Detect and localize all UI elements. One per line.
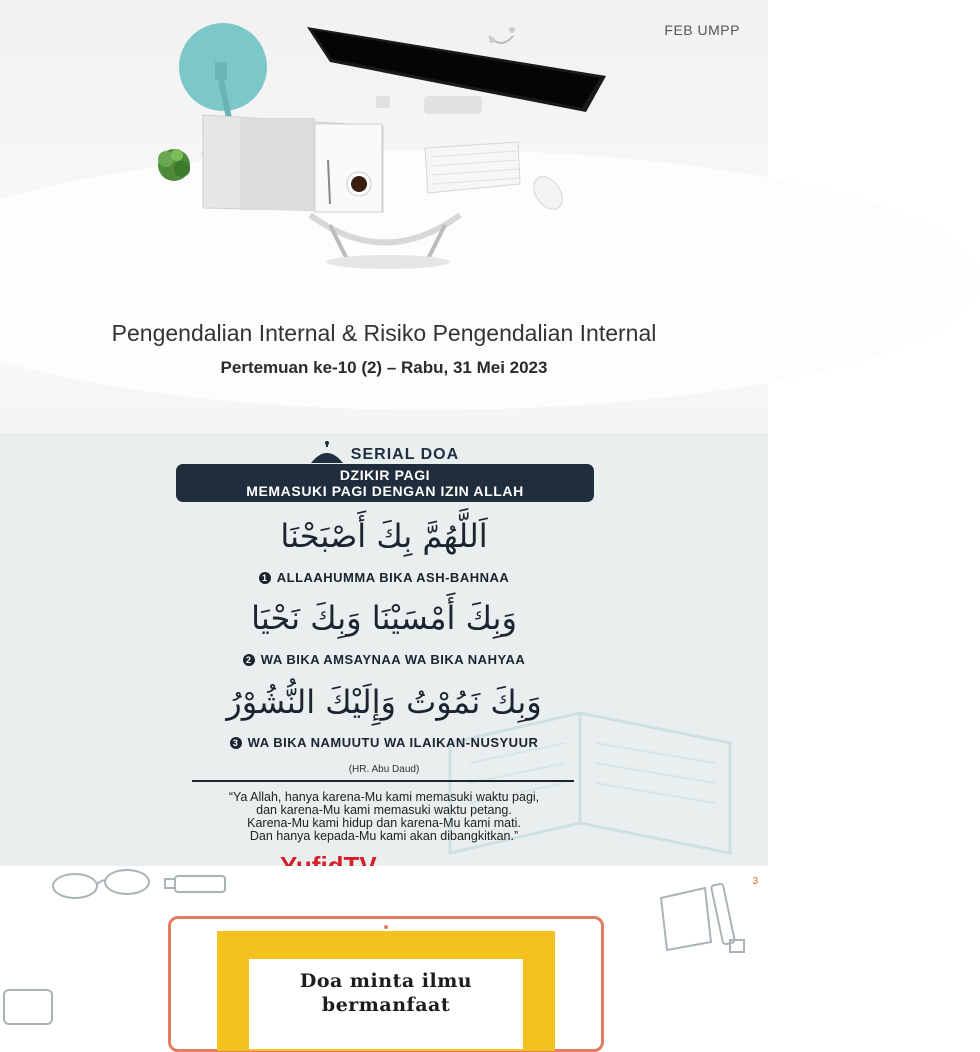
latin-text: ALLAAHUMMA BIKA ASH-BAHNAA [276,570,510,585]
notes-pen-icon [655,880,755,960]
doa-slide [0,433,768,866]
camera-dot [384,925,388,929]
slide-title: Pengendalian Internal & Risiko Pengendalian Internal [111,320,657,346]
card-line-1: Doa minta ilmu [299,970,473,992]
title-slide [0,0,768,433]
series-heading [0,441,768,464]
series-label: SERIAL DOA [350,446,460,463]
arabic-line-2: وَبِكَ أَمْسَيْنَا وَبِكَ نَحْيَا [251,599,517,637]
arabic-line-3: وَبِكَ نَمُوْتُ وَإِلَيْكَ النُّشُوْرُ [226,683,542,721]
mosque-icon [309,441,345,463]
device-sketch-icon [0,984,60,1024]
desk-illustration [0,0,768,300]
doa-ilmu-slide [0,866,768,1024]
card-line-2: bermanfaat [321,994,451,1016]
arabic-line-1: اَللَّهُمَّ بِكَ أَصْبَحْنَا [280,517,488,555]
banner-line-1: DZIKIR PAGI [339,467,431,483]
latin-line-2 [0,652,768,667]
title-card [249,959,523,1049]
translation-line: Dan hanya kepada-Mu kami akan dibangkitkan.” [249,829,519,843]
glasses-icon [45,868,245,908]
title-banner [176,464,594,502]
translation [0,791,768,843]
divider [192,780,574,782]
number-badge: 3 [230,737,242,749]
page-number: 3 [752,876,758,887]
latin-line-1 [0,570,768,585]
card-text [249,969,523,1017]
banner-line-2: MEMASUKI PAGI DENGAN IZIN ALLAH [246,483,524,499]
hadith-source: (HR. Abu Daud) [348,764,420,775]
brand-label: FEB UMPP [664,22,740,38]
slide-subtitle: Pertemuan ke-10 (2) – Rabu, 31 Mei 2023 [220,358,548,377]
translation-line: dan karena-Mu kami memasuki waktu petang. [256,803,512,817]
latin-text: WA BIKA AMSAYNAA WA BIKA NAHYAA [260,652,526,667]
yufid-logo [280,853,377,866]
number-badge: 1 [259,572,271,584]
latin-line-3 [0,735,768,750]
yellow-panel [217,931,555,1051]
translation-line: “Ya Allah, hanya karena-Mu kami memasuki waktu pagi, [228,790,540,804]
latin-text: WA BIKA NAMUUTU WA ILAIKAN-NUSYUUR [247,735,539,750]
translation-line: Karena-Mu kami hidup dan karena-Mu kami mati. [247,816,521,830]
laptop-frame [168,916,604,1052]
number-badge: 2 [243,654,255,666]
